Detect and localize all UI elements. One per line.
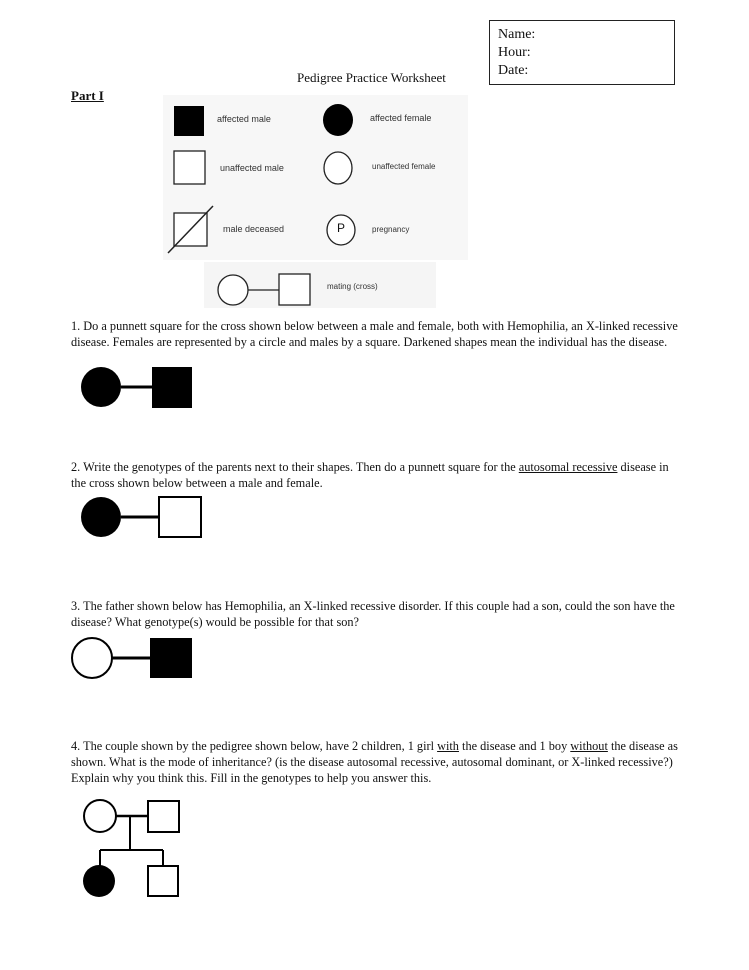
- question-1: 1. Do a punnett square for the cross shown below between a male and female, both with Hemophilia, an X-linked recessive disease. Females are represented by a circle and males by a square. Darkened shapes mean the individual has the disease.: [71, 319, 678, 349]
- hour-label: Hour:: [498, 45, 531, 60]
- legend-symbols: [0, 0, 749, 320]
- q2-affected-female: [81, 497, 121, 537]
- date-label: Date:: [498, 63, 529, 78]
- q2-text-a: 2. Write the genotypes of the parents next to their shapes. Then do a punnett square for the: [71, 460, 519, 474]
- q1-pedigree: [81, 367, 192, 408]
- q3-affected-male: [150, 638, 192, 678]
- q1-affected-male: [152, 367, 192, 408]
- q4-text-a: 4. The couple shown by the pedigree shown below, have 2 children, 1 girl: [71, 739, 438, 753]
- q2-text-b: disease in the cross shown below between a male and female.: [71, 460, 669, 490]
- affected-male-symbol: [174, 106, 204, 136]
- name-label: Name:: [498, 27, 536, 42]
- q4-with: with: [437, 739, 459, 753]
- q4-text-c: the disease as shown. What is the mode of inheritance? (is the disease autosomal recessive, autosomal dominant, or X-linked recessive?) Explain why you think this. Fill in the genotypes to help you answer this.: [71, 739, 678, 785]
- pregnancy-letter: P: [336, 221, 345, 235]
- affected-female-symbol: [323, 104, 353, 136]
- worksheet-title: Pedigree Practice Worksheet: [297, 70, 446, 85]
- question-3: 3. The father shown below has Hemophilia, an X-linked recessive disorder. If this couple had a son, could the son have the disease? What genotype(s) would be possible for that son?: [71, 599, 675, 629]
- label-mating: mating (cross): [327, 282, 378, 291]
- q1-affected-female: [81, 367, 121, 407]
- part-heading: Part I: [71, 88, 104, 103]
- q4-unaffected-son: [148, 866, 178, 896]
- q4-unaffected-mother: [84, 800, 116, 832]
- q2-pedigree: [81, 497, 201, 537]
- q2-unaffected-male: [159, 497, 201, 537]
- label-unaffected-female: unaffected female: [372, 162, 436, 171]
- pedigree-diagrams: [0, 360, 749, 920]
- mating-female-symbol: [218, 275, 248, 305]
- label-male-deceased: male deceased: [223, 224, 285, 234]
- q4-pedigree: [83, 800, 179, 897]
- q4-without: without: [570, 739, 608, 753]
- label-pregnancy: pregnancy: [372, 225, 410, 234]
- q4-affected-daughter: [83, 865, 115, 897]
- q3-pedigree: [72, 638, 192, 678]
- label-unaffected-male: unaffected male: [220, 163, 284, 173]
- q4-text-b: the disease and 1 boy: [458, 739, 571, 753]
- mating-male-symbol: [279, 274, 310, 305]
- unaffected-female-symbol: [324, 152, 352, 184]
- unaffected-male-symbol: [174, 151, 205, 184]
- q3-unaffected-female: [72, 638, 112, 678]
- q4-unaffected-father: [148, 801, 179, 832]
- q2-underlined: autosomal recessive: [518, 460, 618, 474]
- label-affected-female: affected female: [370, 113, 432, 123]
- label-affected-male: affected male: [217, 114, 271, 124]
